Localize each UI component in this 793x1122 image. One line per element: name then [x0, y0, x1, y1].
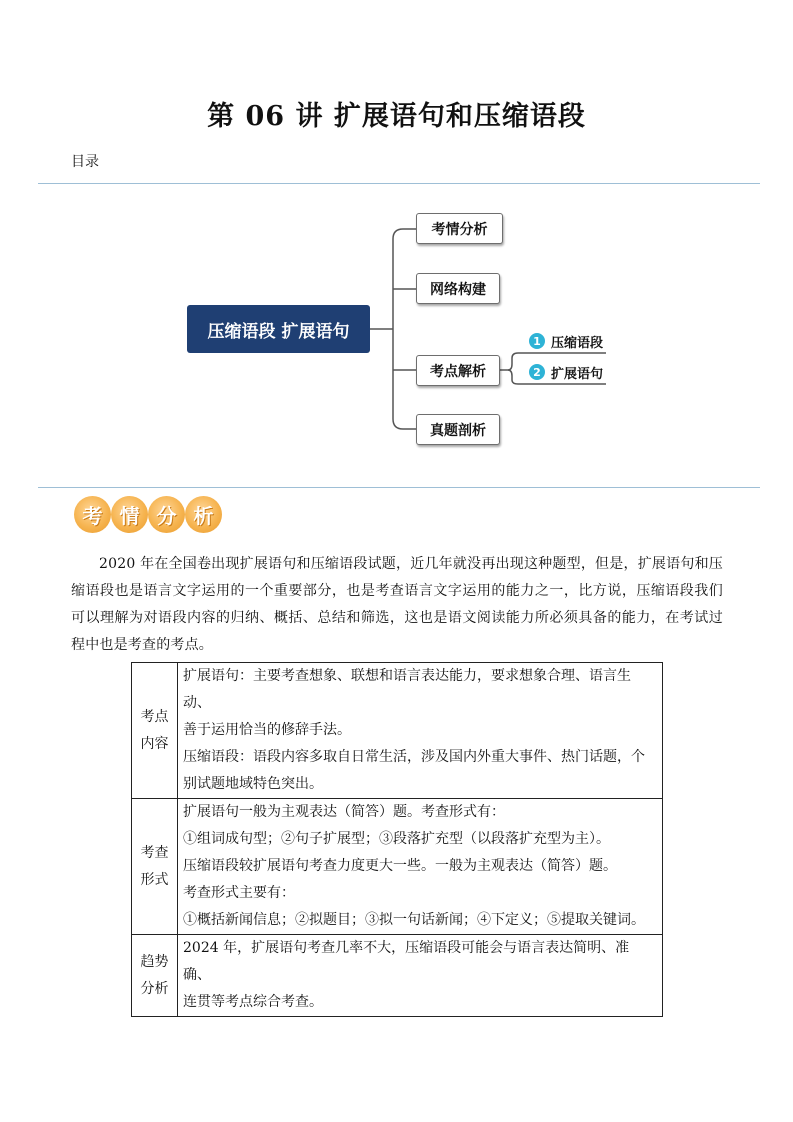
branch-kaodian[interactable]: 考点解析 — [416, 355, 500, 386]
row-content: 2024 年，扩展语句考查几率不大，压缩语段可能会与语言表达简明、准确、 连贯等考点综合考查。 — [178, 935, 663, 1017]
page-title: 第 06 讲 扩展语句和压缩语段 — [207, 101, 586, 132]
toc-label: 目录 — [71, 154, 99, 170]
badge-char: 情 — [111, 496, 148, 533]
branch-kaoqing[interactable]: 考情分析 — [416, 213, 503, 244]
badge-char: 考 — [74, 496, 111, 533]
row-header: 考查 形式 — [132, 799, 178, 935]
row-content: 扩展语句：主要考查想象、联想和语言表达能力，要求想象合理、语言生动、 善于运用恰当的修辞手法。 压缩语段：语段内容多取自日常生活，涉及国内外重大事件、热门话题，个 别试题地域特色突出。 — [178, 663, 663, 799]
sub-item-compress[interactable] — [512, 329, 603, 353]
number-2-icon: 2 — [529, 364, 545, 380]
sub-item-expand[interactable] — [512, 360, 603, 384]
number-1-icon: 1 — [529, 333, 545, 349]
exam-info-table — [131, 662, 663, 1017]
intro-paragraph: 2020 年在全国卷出现扩展语句和压缩语段试题，近几年就没再出现这种题型，但是，扩展语句和压缩语段也是语言文字运用的一个重要部分，也是考查语言文字运用的能力之一，比方说，压缩语段我们可以理解为对语段内容的归纳、概括、总结和筛选，这也是语文阅读能力所必须具备的能力，在考试过程中也是考查的考点。 — [71, 556, 723, 653]
badge-char: 析 — [185, 496, 222, 533]
mindmap-root: 压缩语段 扩展语句 — [187, 305, 370, 353]
sub-item-label: 扩展语句 — [551, 366, 604, 382]
branch-wangluo[interactable]: 网络构建 — [416, 273, 500, 304]
section-badge — [74, 496, 222, 533]
table-row — [132, 799, 663, 935]
table-row — [132, 935, 663, 1017]
row-content: 扩展语句一般为主观表达（简答）题。考查形式有： ①组词成句型；②句子扩展型；③段落扩充型（以段落扩充型为主）。 压缩语段较扩展语句考查力度更大一些。一般为主观表达（简答）题。 考查形式主要有： ①概括新闻信息；②拟题目；③拟一句话新闻；④下定义；⑤提取关键词。 — [178, 799, 663, 935]
divider-bottom — [38, 487, 760, 488]
sub-item-label: 压缩语段 — [551, 335, 604, 351]
table-row — [132, 663, 663, 799]
row-header: 考点 内容 — [132, 663, 178, 799]
row-header: 趋势 分析 — [132, 935, 178, 1017]
branch-zhenti[interactable]: 真题剖析 — [416, 414, 500, 445]
badge-char: 分 — [148, 496, 185, 533]
